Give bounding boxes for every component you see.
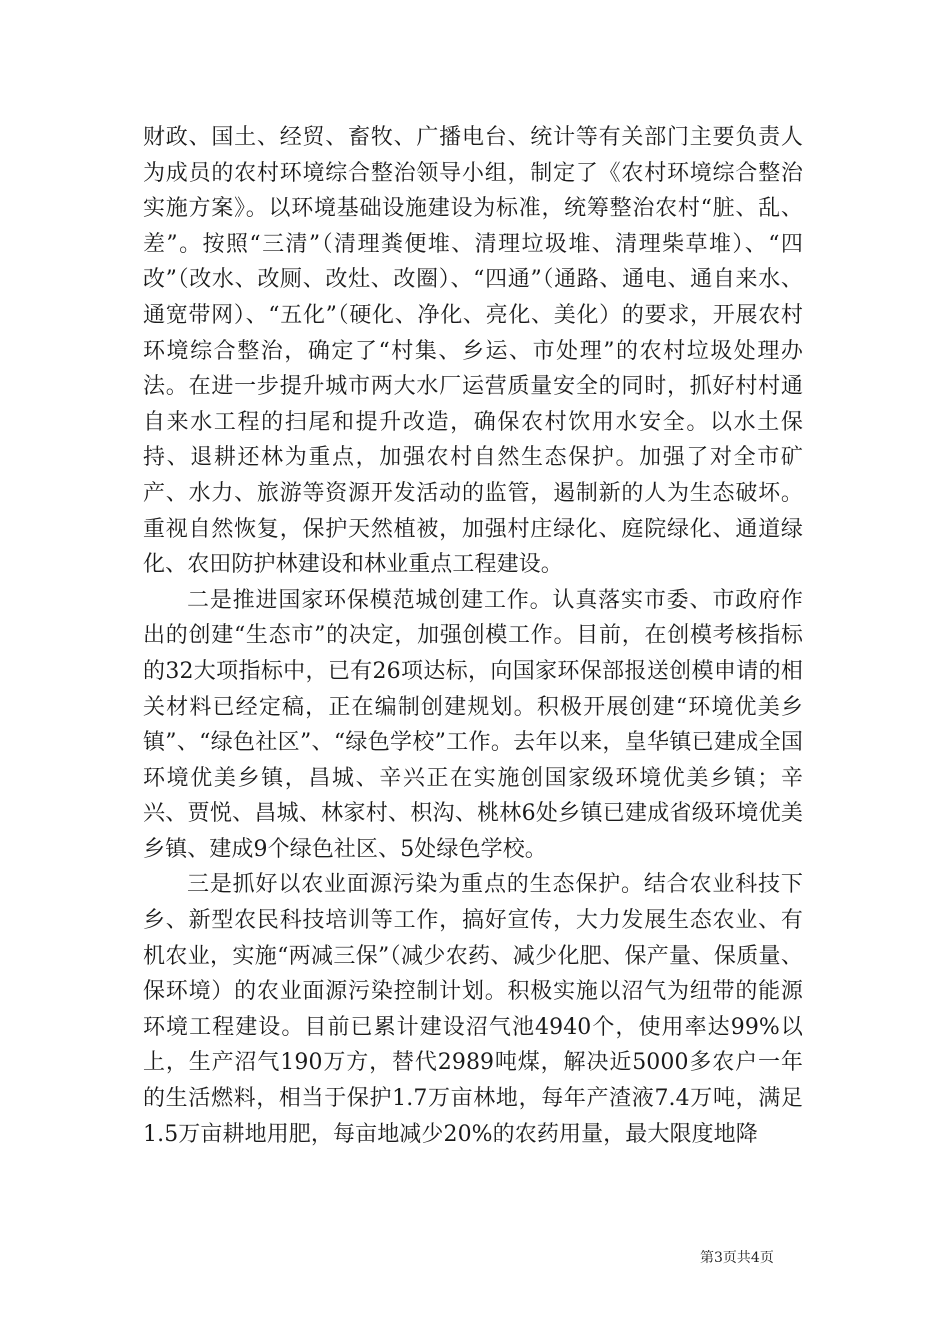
page-number-footer: 第3页共4页 xyxy=(700,1250,774,1266)
paragraph-point-two: 二是推进国家环保模范城创建工作。认真落实市委、市政府作出的创建“生态市”的决定，加强创模工作。目前，在创模考核指标的32大项指标中，已有26项达标，向国家环保部报送创模申请的相关材料已经定稿，正在编制创建规划。积极开展创建“环境优美乡镇”、“绿色社区”、“绿色学校”工作。去年以来，皇华镇已建成全国环境优美乡镇，昌城、辛兴正在实施创国家级环境优美乡镇；辛兴、贾悦、昌城、林家村、枳沟、桃林6处乡镇已建成省级环境优美乡镇、建成9个绿色社区、5处绿色学校。 xyxy=(143,587,803,862)
paragraph-continuation: 财政、国土、经贸、畜牧、广播电台、统计等有关部门主要负责人为成员的农村环境综合整治领导小组，制定了《农村环境综合整治实施方案》。以环境基础设施建设为标准，统筹整治农村“脏、乱、差”。按照“三清”（清理粪便堆、清理垃圾堆、清理柴草堆）、“四改”（改水、改厕、改灶、改圈）、“四通”（通路、通电、通自来水、通宽带网）、“五化”（硬化、净化、亮化、美化）的要求，开展农村环境综合整治，确定了“村集、乡运、市处理”的农村垃圾处理办法。在进一步提升城市两大水厂运营质量安全的同时，抓好村村通自来水工程的扫尾和提升改造，确保农村饮用水安全。以水土保持、退耕还林为重点，加强农村自然生态保护。加强了对全市矿产、水力、旅游等资源开发活动的监管，遏制新的人为生态破坏。重视自然恢复，保护天然植被，加强村庄绿化、庭院绿化、通道绿化、农田防护林建设和林业重点工程建设。 xyxy=(143,125,803,578)
document-body xyxy=(143,120,803,1152)
paragraph-point-three: 三是抓好以农业面源污染为重点的生态保护。结合农业科技下乡、新型农民科技培训等工作，搞好宣传，大力发展生态农业、有机农业，实施“两减三保”（减少农药、减少化肥、保产量、保质量、保环境）的农业面源污染控制计划。积极实施以沼气为纽带的能源环境工程建设。目前已累计建设沼气池4940个，使用率达99%以上，生产沼气190万方，替代2989吨煤，解决近5000多农户一年的生活燃料，相当于保护1.7万亩林地，每年产渣液7.4万吨，满足1.5万亩耕地用肥，每亩地减少20%的农药用量，最大限度地降 xyxy=(143,872,803,1147)
